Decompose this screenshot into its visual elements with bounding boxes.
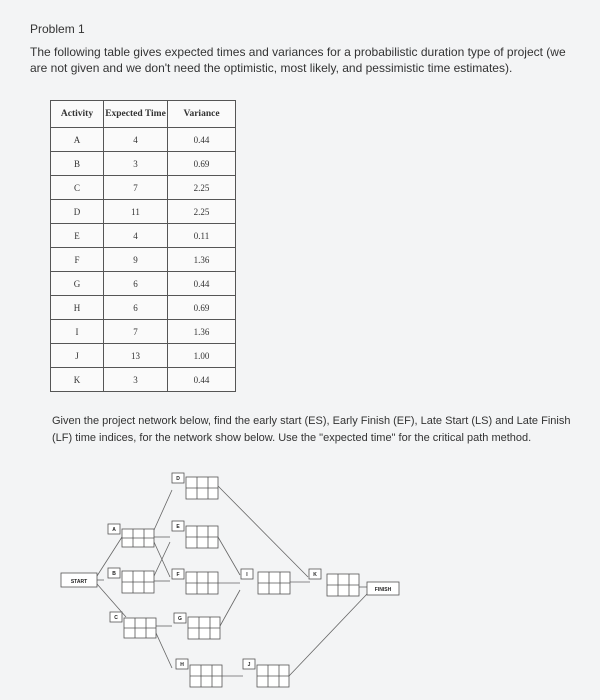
cell-activity: I — [51, 320, 104, 344]
cell-variance: 2.25 — [168, 176, 236, 200]
cell-expected: 4 — [104, 224, 168, 248]
node-label-i: I — [246, 572, 248, 578]
node-i — [241, 569, 290, 594]
cell-activity: B — [51, 152, 104, 176]
cell-activity: C — [51, 176, 104, 200]
cell-expected: 4 — [104, 128, 168, 152]
question-text: Given the project network below, find the early start (ES), Early Finish (EF), Late Start (LS) and Late Finish (LF) time indices, for the network show below. Use the "expected time" for the critical path method. — [52, 415, 571, 444]
edge-c-h — [156, 633, 172, 668]
header-expected-time: Expected Time — [104, 101, 168, 128]
cell-variance: 0.11 — [168, 224, 236, 248]
cell-activity: G — [51, 272, 104, 296]
cell-variance: 1.36 — [168, 320, 236, 344]
cell-expected: 6 — [104, 296, 168, 320]
cell-activity: A — [51, 128, 104, 152]
edge-d-k — [218, 486, 308, 577]
header-activity: Activity — [51, 101, 104, 128]
edge-g-i — [220, 590, 240, 626]
cell-variance: 2.25 — [168, 200, 236, 224]
node-start — [61, 573, 97, 587]
cell-activity: F — [51, 248, 104, 272]
cell-expected: 3 — [104, 368, 168, 392]
cell-activity: E — [51, 224, 104, 248]
node-label-g: G — [178, 616, 182, 622]
node-label-d: D — [176, 476, 180, 482]
node-label-h: H — [180, 662, 184, 668]
cell-variance: 1.00 — [168, 344, 236, 368]
node-label-e: E — [176, 524, 180, 530]
node-label-k: K — [313, 572, 317, 578]
cell-activity: D — [51, 200, 104, 224]
cell-expected: 9 — [104, 248, 168, 272]
node-label-f: F — [176, 572, 180, 578]
edge-a-d — [154, 490, 172, 530]
cell-activity: H — [51, 296, 104, 320]
cell-variance: 0.44 — [168, 128, 236, 152]
node-label-b: B — [112, 571, 116, 577]
cell-activity: J — [51, 344, 104, 368]
node-label-c: C — [114, 615, 118, 621]
cell-variance: 0.44 — [168, 272, 236, 296]
cell-expected: 11 — [104, 200, 168, 224]
node-label-j: J — [247, 662, 251, 668]
edge-e-i — [218, 537, 240, 575]
cell-expected: 6 — [104, 272, 168, 296]
cell-expected: 7 — [104, 320, 168, 344]
node-label-a: A — [112, 527, 116, 533]
edge-j-finish — [289, 594, 367, 676]
header-variance: Variance — [168, 101, 236, 128]
cell-expected: 3 — [104, 152, 168, 176]
cell-variance: 0.44 — [168, 368, 236, 392]
cell-variance: 1.36 — [168, 248, 236, 272]
problem-title: Problem 1 — [30, 22, 85, 36]
node-finish — [367, 582, 399, 595]
cell-activity: K — [51, 368, 104, 392]
start-label: START — [70, 579, 88, 585]
finish-label: FINISH — [374, 587, 392, 593]
intro-text: The following table gives expected times and variances for a probabilistic duration type of project (we are not given and we don't need the optimistic, most likely, and pessimistic time estimates). — [30, 45, 566, 75]
cell-variance: 0.69 — [168, 296, 236, 320]
activity-nodes — [108, 473, 359, 687]
cell-variance: 0.69 — [168, 152, 236, 176]
cell-expected: 13 — [104, 344, 168, 368]
cell-expected: 7 — [104, 176, 168, 200]
